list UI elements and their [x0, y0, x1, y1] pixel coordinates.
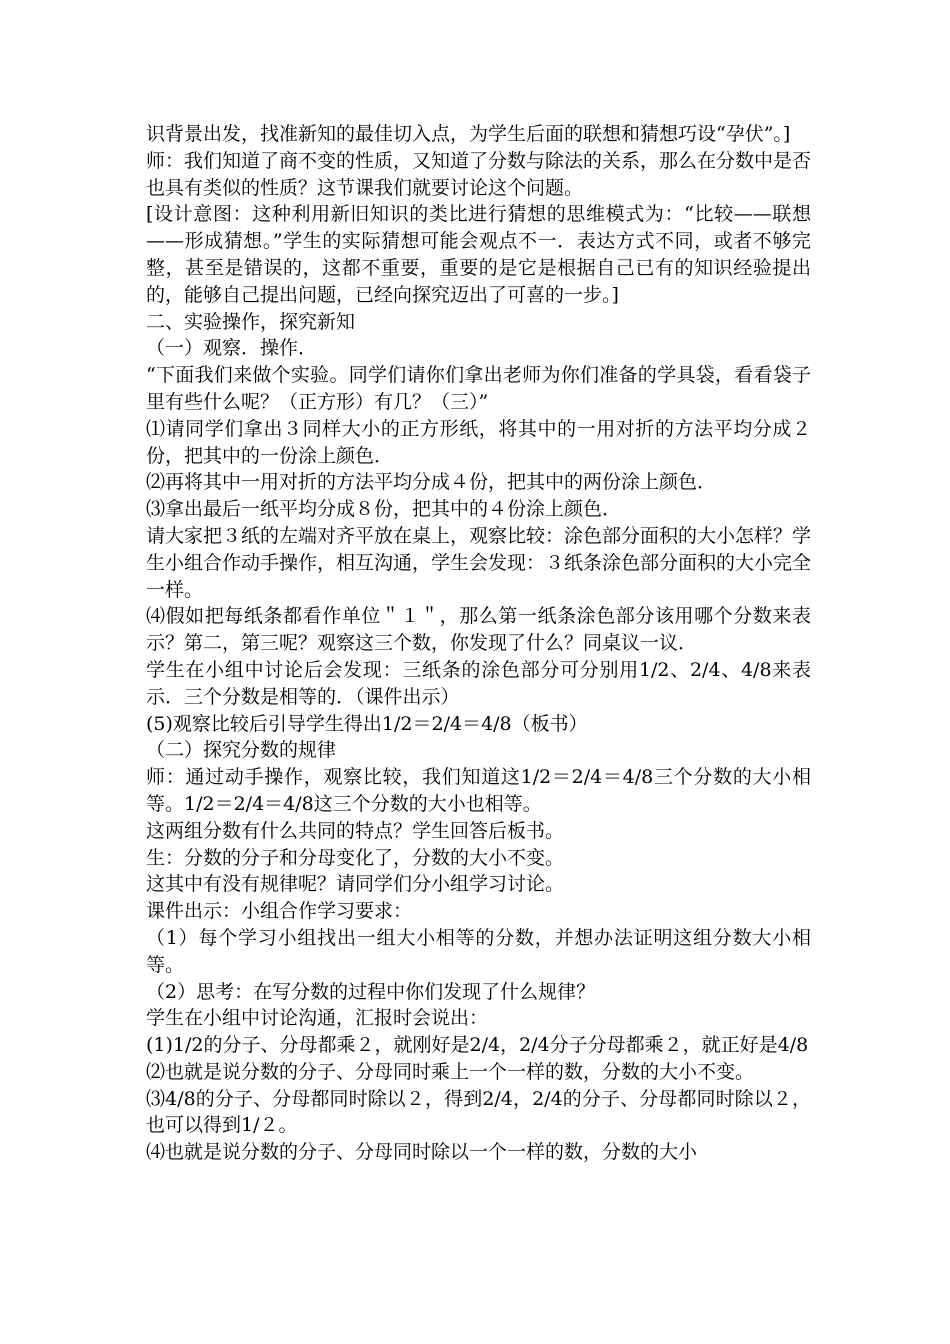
- paragraph-step-3: ⑶拿出最后一纸平均分成８份，把其中的４份涂上颜色．: [146, 498, 622, 521]
- paragraph-compare: 请大家把３纸的左端对齐平放在桌上，观察比较：涂色部分面积的大小怎样？学生小组合作动手操作，相互沟通，学生会发现：３纸条涂色部分面积的大小完全一样。: [146, 524, 812, 601]
- document-body: [146, 121, 811, 1166]
- paragraph-design-intent: [设计意图：这种利用新旧知识的类比进行猜想的思维模式为：“比较——联想——形成猜想。”学生的实际猜想可能会观点不一．表达方式不同，或者不够完整，甚至是错误的，这都不重要，重要的是它是根据自己已有的知识经验提出的，能够自己提出问题，已经向探究迈出了可喜的一步。]: [146, 203, 811, 306]
- paragraph-student-answer: 生：分数的分子和分母变化了，分数的大小不变。: [146, 846, 565, 869]
- paragraph-requirement-1: （1）每个学习小组找出一组大小相等的分数，并想办法证明这组分数大小相等。: [146, 926, 811, 976]
- paragraph-group-discovery: 学生在小组中讨论后会发现：三纸条的涂色部分可分别用1/2、2/4、4/8来表示．三个分数是相等的．（课件出示）: [146, 658, 811, 708]
- paragraph-report-2: ⑵也就是说分数的分子、分母同时乘上一个一样的数，分数的大小不变。: [146, 1060, 755, 1083]
- paragraph-step-2: ⑵再将其中一用对折的方法平均分成４份，把其中的两份涂上颜色．: [146, 471, 717, 494]
- paragraph-report-4: ⑷也就是说分数的分子、分母同时除以一个一样的数，分数的大小: [146, 1141, 698, 1164]
- paragraph-step-4: ⑷假如把每纸条都看作单位＂１＂，那么第一纸条涂色部分该用哪个分数来表示？第二，第三呢？观察这三个数，你发现了什么？同桌议一议．: [146, 605, 811, 655]
- paragraph-step-1: ⑴请同学们拿出３同样大小的正方形纸，将其中的一用对折的方法平均分成２份，把其中的一份涂上颜色．: [146, 417, 811, 467]
- subsection-heading-observe: （一）观察．操作．: [146, 337, 318, 360]
- paragraph-step-5: (5)观察比较后引导学生得出1/2＝2/4＝4/8（板书）: [146, 712, 588, 735]
- paragraph-teacher-intro: 师：我们知道了商不变的性质，又知道了分数与除法的关系，那么在分数中是否也具有类似的性质？这节课我们就要讨论这个问题。: [146, 149, 812, 199]
- paragraph-requirement-2: （2）思考：在写分数的过程中你们发现了什么规律？: [146, 980, 596, 1003]
- paragraph-courseware: 课件出示：小组合作学习要求：: [146, 900, 413, 923]
- paragraph-experiment-intro: “下面我们来做个实验。同学们请你们拿出老师为你们准备的学具袋，看看袋子里有些什么呢？（正方形）有几？（三）”: [146, 364, 811, 413]
- paragraph-common-features: 这两组分数有什么共同的特点？学生回答后板书。: [146, 819, 565, 842]
- paragraph-report-1: (1)1/2的分子、分母都乘２，就刚好是2/4，2/4分子分母都乘２，就正好是4/8: [146, 1034, 809, 1057]
- paragraph-teacher-summary: 师：通过动手操作，观察比较，我们知道这1/2＝2/4＝4/8三个分数的大小相等。1/2＝2/4＝4/8这三个分数的大小也相等。: [146, 766, 811, 815]
- section-heading-experiment: 二、实验操作，探究新知: [146, 310, 356, 333]
- paragraph-report-3: ⑶4/8的分子、分母都同时除以２，得到2/4，2/4的分子、分母都同时除以２，也可以得到1/２。: [146, 1087, 811, 1137]
- paragraph-find-rule: 这其中有没有规律呢？请同学们分小组学习讨论。: [146, 873, 565, 896]
- paragraph-report: 学生在小组中讨论沟通，汇报时会说出：: [146, 1007, 489, 1030]
- subsection-heading-explore: （二）探究分数的规律: [146, 739, 337, 762]
- paragraph-design-intent-end: 识背景出发，找准新知的最佳切入点，为学生后面的联想和猜想巧设“孕伏”。]: [146, 123, 791, 145]
